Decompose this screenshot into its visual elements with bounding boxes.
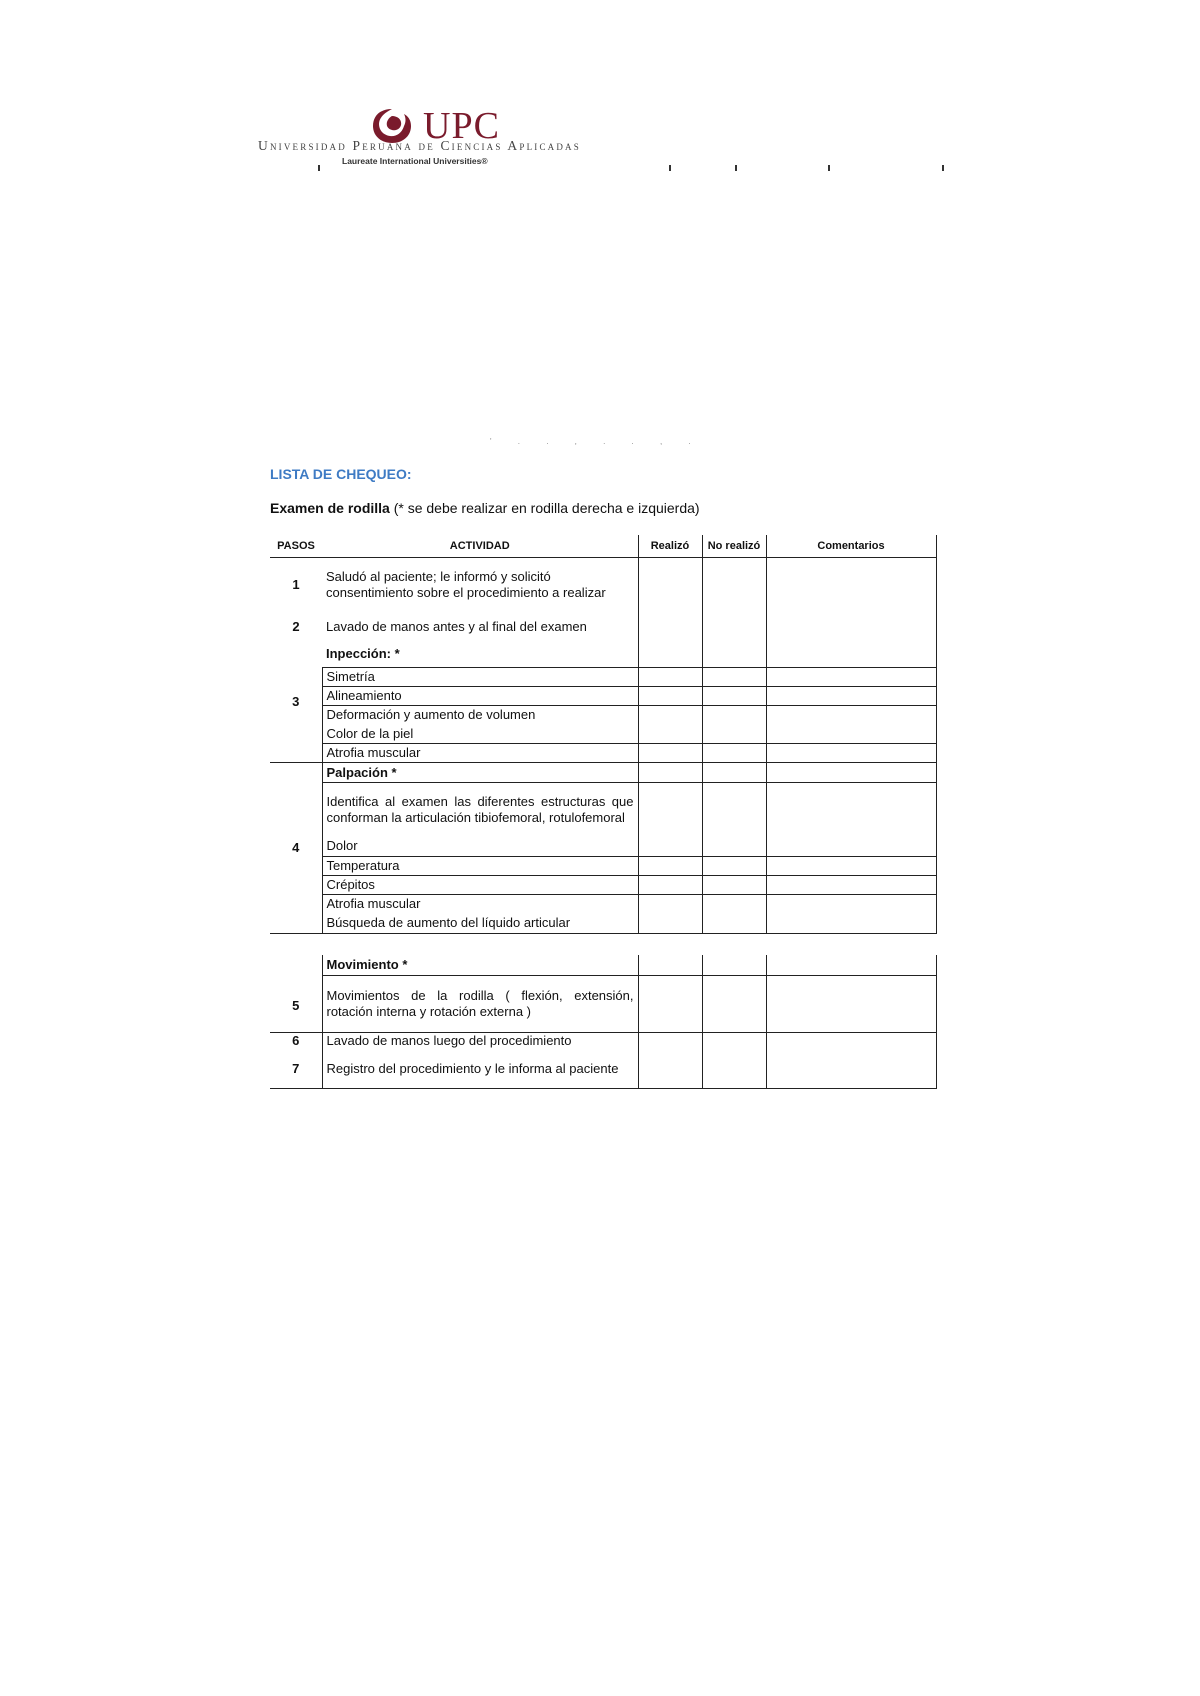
header-realizo: Realizó — [638, 535, 702, 558]
table-row — [270, 857, 936, 876]
table-row — [270, 558, 936, 612]
realizo-cell[interactable] — [638, 763, 702, 783]
realizo-cell[interactable] — [638, 687, 702, 706]
inspection-item: Atrofia muscular — [322, 744, 638, 763]
no-realizo-cell[interactable] — [702, 1032, 766, 1088]
palpation-item: Dolor — [322, 837, 638, 857]
exam-title-note: (* se debe realizar en rodilla derecha e izquierda) — [389, 500, 700, 516]
palpation-item: Atrofia muscular — [322, 895, 638, 914]
checklist-table-lower — [270, 955, 937, 1089]
no-realizo-cell[interactable] — [702, 706, 766, 744]
comentarios-cell[interactable] — [766, 955, 936, 975]
checklist-table-wrap — [270, 535, 937, 934]
realizo-cell[interactable] — [638, 895, 702, 934]
no-realizo-cell[interactable] — [702, 668, 766, 687]
comentarios-cell[interactable] — [766, 668, 936, 687]
step-number: 7 — [270, 1050, 322, 1088]
comentarios-cell[interactable] — [766, 857, 936, 876]
comentarios-cell[interactable] — [766, 763, 936, 783]
step-number: 2 — [292, 618, 300, 634]
comentarios-cell[interactable] — [766, 876, 936, 895]
tick-mark — [942, 165, 944, 171]
step-activity: Lavado de manos antes y al final del examen — [322, 612, 638, 642]
section-heading: Inpección: * — [322, 642, 638, 668]
realizo-cell[interactable] — [638, 876, 702, 895]
tick-mark — [828, 165, 830, 171]
upc-logo — [258, 104, 623, 174]
no-realizo-cell[interactable] — [702, 975, 766, 1032]
section-heading: Palpación * — [322, 763, 638, 783]
palpation-item: Identifica al examen las diferentes estructuras que conforman la articulación tibiofemoral, rotulofemoral — [322, 783, 638, 837]
laureate-tagline: Laureate International Universities® — [342, 156, 488, 166]
exam-title-bold: Examen de rodilla — [270, 500, 390, 516]
checklist-table-lower-wrap — [270, 955, 937, 1089]
comentarios-cell[interactable] — [766, 558, 936, 668]
header-actividad: ACTIVIDAD — [322, 535, 638, 558]
table-row — [270, 744, 936, 763]
table-row — [270, 668, 936, 687]
inspection-item: Deformación y aumento de volumen — [322, 706, 638, 725]
no-realizo-cell[interactable] — [702, 955, 766, 975]
step-number: 3 — [292, 693, 300, 709]
section-heading: Movimiento * — [322, 955, 638, 975]
realizo-cell[interactable] — [638, 706, 702, 744]
step-number: 1 — [292, 576, 300, 592]
step-number: 4 — [270, 763, 322, 934]
checklist-table — [270, 535, 937, 934]
header-no-realizo: No realizó — [702, 535, 766, 558]
realizo-cell[interactable] — [638, 783, 702, 857]
tick-mark — [669, 165, 671, 171]
step-number: 5 — [292, 997, 300, 1013]
stray-marks: ' . . , . . , . — [490, 437, 703, 446]
step-activity: Lavado de manos luego del procedimiento — [322, 1032, 638, 1050]
table-row — [270, 687, 936, 706]
header-pasos: PASOS — [270, 535, 322, 558]
exam-title — [270, 500, 700, 516]
header-comentarios: Comentarios — [766, 535, 936, 558]
palpation-item: Crépitos — [322, 876, 638, 895]
comentarios-cell[interactable] — [766, 783, 936, 857]
no-realizo-cell[interactable] — [702, 783, 766, 857]
realizo-cell[interactable] — [638, 558, 702, 668]
checklist-title: LISTA DE CHEQUEO: — [270, 466, 412, 482]
no-realizo-cell[interactable] — [702, 895, 766, 934]
tick-mark — [318, 165, 320, 171]
comentarios-cell[interactable] — [766, 687, 936, 706]
table-row — [270, 895, 936, 914]
realizo-cell[interactable] — [638, 1032, 702, 1088]
table-row — [270, 1032, 936, 1050]
inspection-item: Alineamiento — [322, 687, 638, 706]
realizo-cell[interactable] — [638, 975, 702, 1032]
realizo-cell[interactable] — [638, 668, 702, 687]
table-row — [270, 706, 936, 725]
no-realizo-cell[interactable] — [702, 763, 766, 783]
step-activity: Saludó al paciente; le informó y solicitó consentimiento sobre el procedimiento a realizar — [322, 558, 638, 612]
no-realizo-cell[interactable] — [702, 857, 766, 876]
comentarios-cell[interactable] — [766, 1032, 936, 1088]
comentarios-cell[interactable] — [766, 975, 936, 1032]
realizo-cell[interactable] — [638, 857, 702, 876]
inspection-item: Simetría — [322, 668, 638, 687]
table-row — [270, 975, 936, 1032]
comentarios-cell[interactable] — [766, 744, 936, 763]
inspection-item: Color de la piel — [322, 725, 638, 744]
comentarios-cell[interactable] — [766, 706, 936, 744]
table-row — [270, 955, 936, 975]
step-activity: Movimientos de la rodilla ( flexión, extensión, rotación interna y rotación externa ) — [322, 975, 638, 1032]
no-realizo-cell[interactable] — [702, 687, 766, 706]
tick-mark — [735, 165, 737, 171]
palpation-item: Búsqueda de aumento del líquido articular — [322, 914, 638, 934]
step-number: 6 — [270, 1032, 322, 1050]
comentarios-cell[interactable] — [766, 895, 936, 934]
no-realizo-cell[interactable] — [702, 876, 766, 895]
logo-acronym: UPC — [423, 105, 500, 147]
step-activity: Registro del procedimiento y le informa al paciente — [322, 1050, 638, 1088]
no-realizo-cell[interactable] — [702, 744, 766, 763]
table-header-row — [270, 535, 936, 558]
realizo-cell[interactable] — [638, 955, 702, 975]
realizo-cell[interactable] — [638, 744, 702, 763]
palpation-item: Temperatura — [322, 857, 638, 876]
no-realizo-cell[interactable] — [702, 558, 766, 668]
table-row — [270, 763, 936, 783]
university-name: Universidad Peruana de Ciencias Aplicadas — [258, 138, 581, 153]
table-row — [270, 783, 936, 837]
table-row — [270, 876, 936, 895]
